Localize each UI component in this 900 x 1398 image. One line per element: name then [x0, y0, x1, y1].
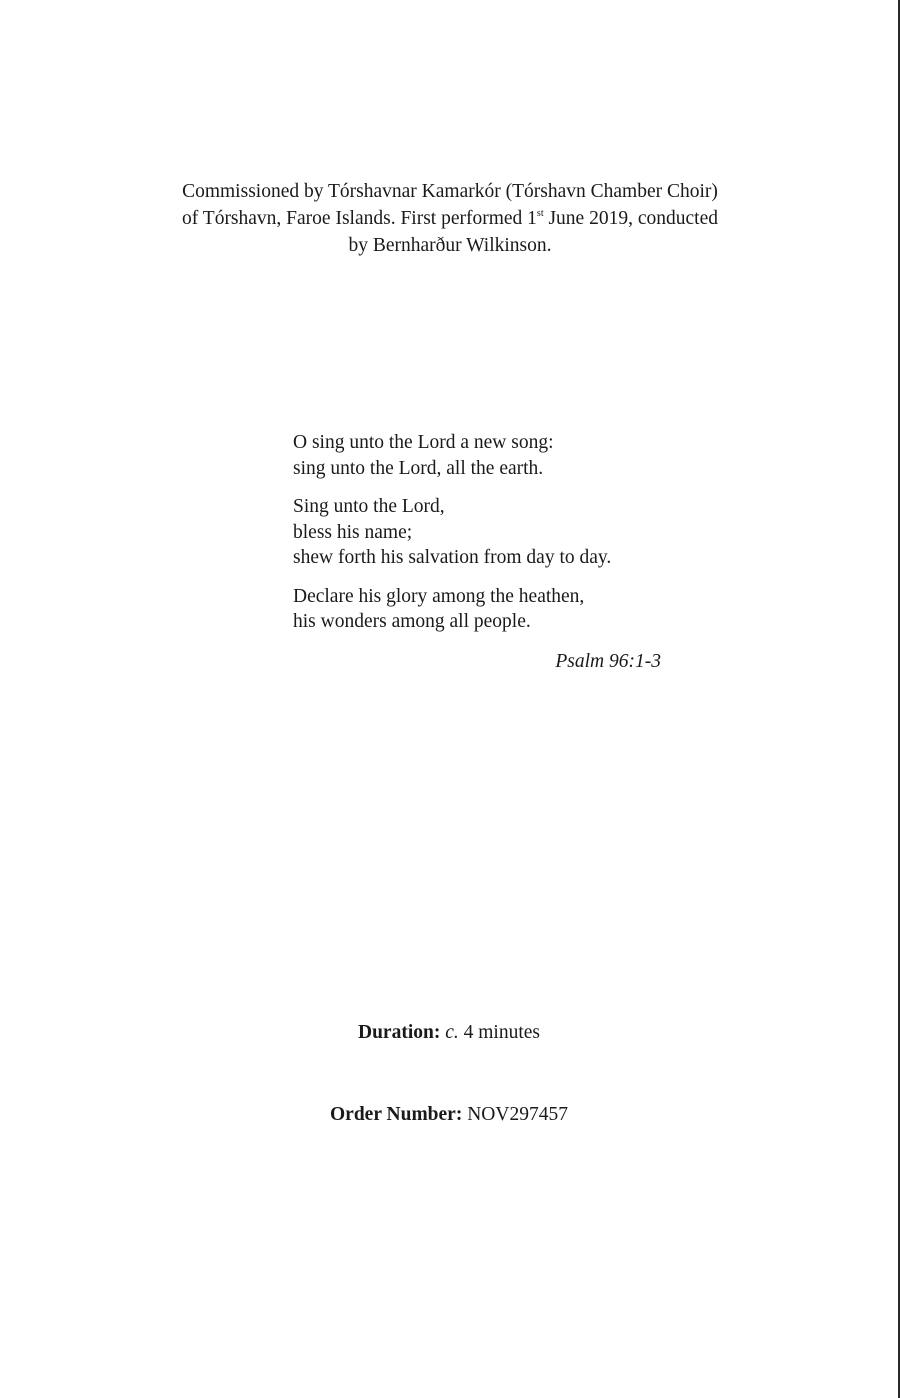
order-number-label: Order Number: — [330, 1104, 463, 1125]
verse-line: Sing unto the Lord, — [293, 496, 445, 517]
order-number-line — [0, 1102, 898, 1128]
duration-value: 4 minutes — [458, 1022, 540, 1043]
stanza-2 — [293, 494, 663, 571]
duration-line — [0, 1020, 898, 1046]
duration-approx: c. — [445, 1022, 459, 1043]
commission-line-3: by Bernharður Wilkinson. — [348, 235, 552, 256]
commission-line-2-rest: June 2019, conducted — [543, 208, 718, 229]
psalm-text — [293, 430, 663, 674]
stanza-1 — [293, 430, 663, 481]
verse-line: Declare his glory among the heathen, — [293, 585, 585, 607]
verse-line: O sing unto the Lord a new song: — [293, 432, 554, 453]
order-number-value: NOV297457 — [462, 1104, 568, 1125]
duration-label: Duration: — [358, 1022, 441, 1043]
verse-line: his wonders among all people. — [293, 611, 531, 632]
psalm-citation: Psalm 96:1-3 — [555, 650, 661, 672]
verse-line: sing unto the Lord, all the earth. — [293, 457, 544, 479]
commission-line-1: Commissioned by Tórshavnar Kamarkór (Tórshavn Chamber Choir) — [182, 181, 718, 202]
ordinal-suffix: st — [536, 208, 544, 219]
stanza-3 — [293, 584, 663, 635]
commission-line-2-text: of Tórshavn, Faroe Islands. First performed 1 — [182, 208, 537, 229]
verse-line: bless his name; — [293, 521, 413, 543]
commission-note — [100, 178, 800, 259]
verse-line: shew forth his salvation from day to day. — [293, 547, 612, 568]
commission-line-2 — [100, 205, 800, 232]
